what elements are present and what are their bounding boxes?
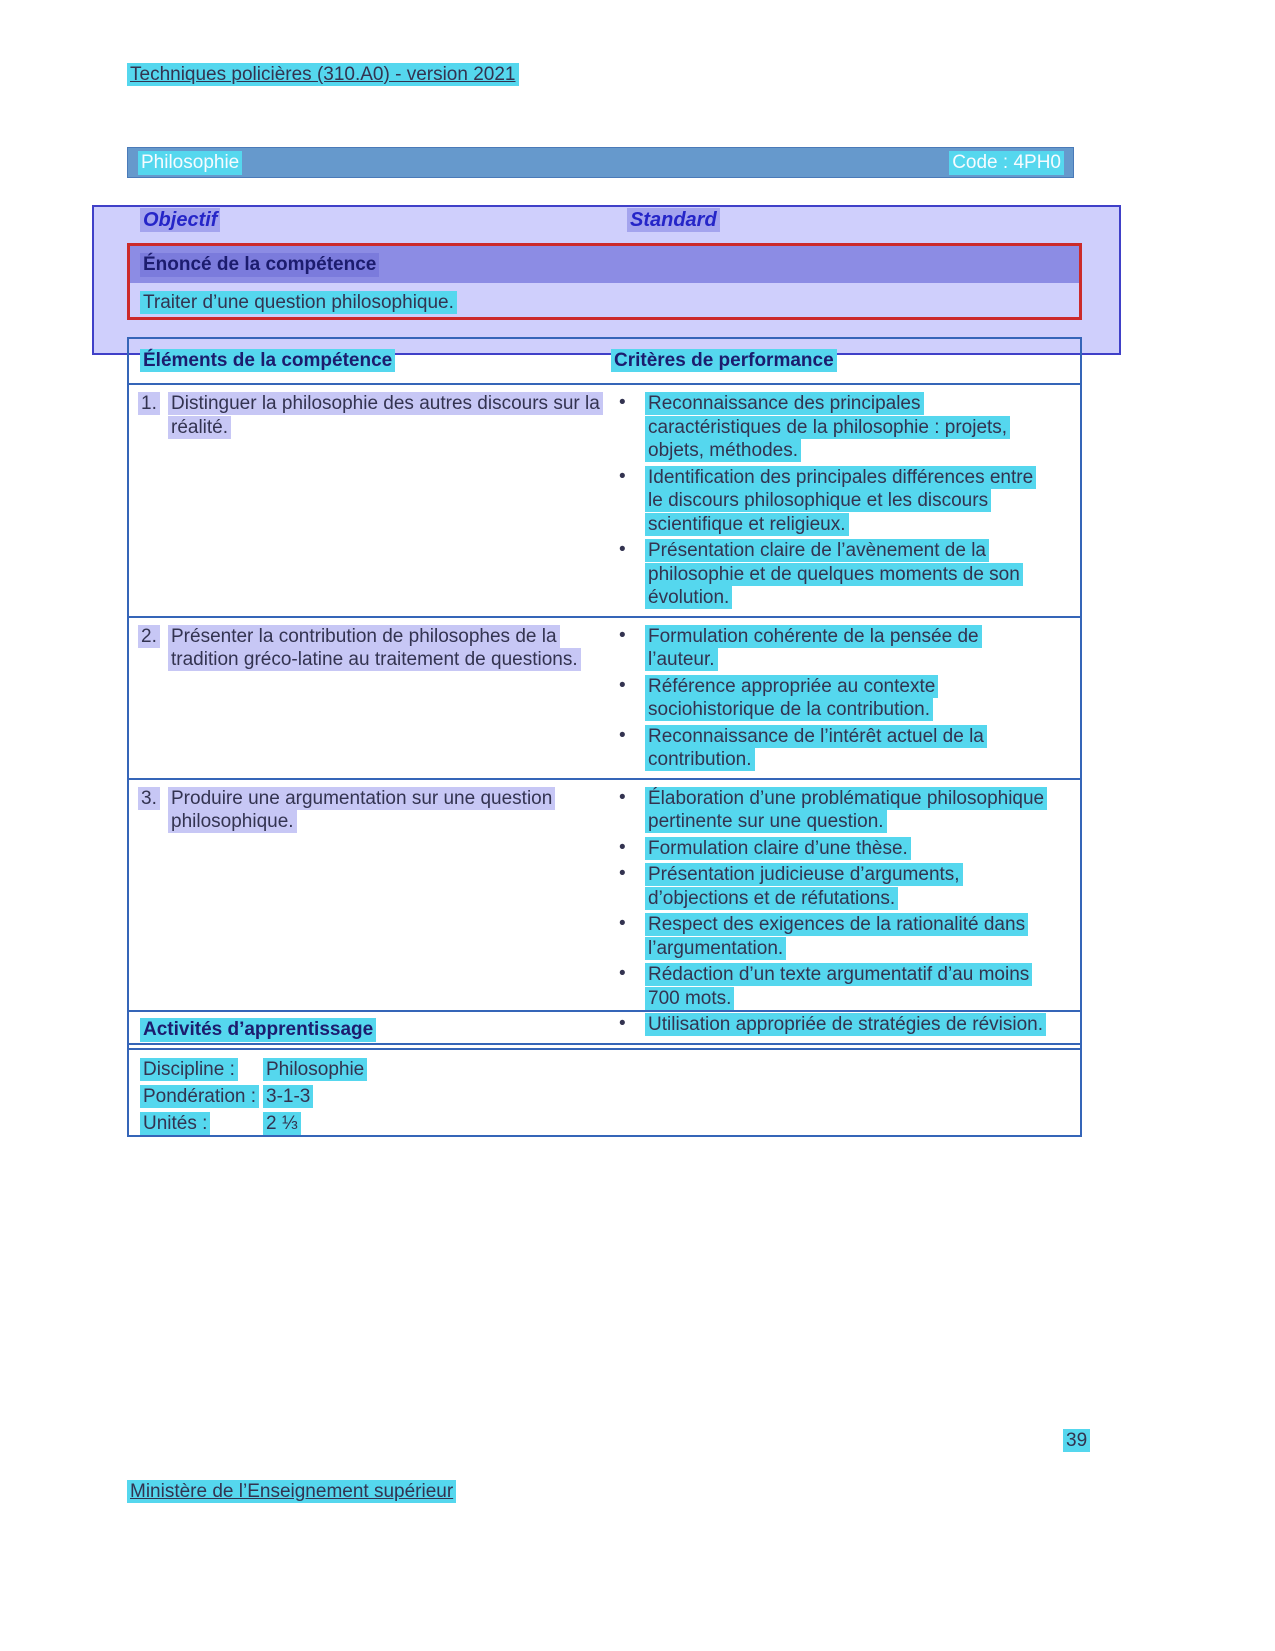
objectif-heading-text: Objectif [140, 208, 220, 232]
standard-heading-text: Standard [627, 208, 720, 232]
element-text-wrap [168, 787, 600, 834]
criteria-cell [600, 787, 1080, 1040]
criteria-item [619, 624, 1052, 672]
document-header [127, 64, 519, 86]
criteria-item [619, 786, 1052, 834]
competence-table-header [129, 339, 1080, 385]
criteria-item [619, 724, 1052, 772]
standard-heading [627, 209, 720, 232]
bullet-icon: • [619, 674, 626, 696]
criteria-text: Référence appropriée au contexte sociohistorique de la contribution. [645, 675, 938, 722]
criteria-text: Présentation claire de l’avènement de la philosophie et de quelques moments de son évolution. [645, 539, 1023, 609]
criteria-item [619, 913, 1052, 960]
ponderation-label: Pondération : [140, 1085, 259, 1108]
bullet-icon: • [619, 1013, 626, 1034]
criteria-item [619, 863, 1052, 910]
element-number: 2. [138, 625, 160, 648]
header-text: Techniques policières (310.A0) - version 2021 [127, 63, 519, 86]
competence-row [129, 385, 1080, 616]
elements-column-header [129, 350, 600, 372]
bullet-icon: • [619, 863, 626, 884]
activities-row-unites [140, 1110, 1080, 1137]
criteria-text: Utilisation appropriée de stratégies de révision. [645, 1013, 1046, 1036]
enonce-title: Énoncé de la compétence [140, 253, 379, 277]
criteria-text: Élaboration d’une problématique philosophique pertinente sur une question. [645, 787, 1047, 834]
criteria-item [619, 539, 1052, 610]
objectif-heading [140, 209, 220, 232]
course-title: Philosophie [138, 151, 242, 175]
discipline-label: Discipline : [140, 1058, 238, 1081]
enonce-competence-box [127, 243, 1082, 320]
criteria-text: Reconnaissance de l’intérêt actuel de la contribution. [645, 725, 987, 772]
element-number-slot [138, 625, 168, 649]
course-code: Code : 4PH0 [949, 151, 1064, 175]
bullet-icon: • [619, 465, 626, 487]
discipline-value: Philosophie [263, 1058, 367, 1081]
criteria-text: Présentation judicieuse d’arguments, d’objections et de réfutations. [645, 863, 963, 910]
activities-row-discipline [140, 1056, 1080, 1083]
competence-row [129, 616, 1080, 778]
element-cell [129, 625, 600, 775]
criteria-item [619, 392, 1052, 463]
competence-row [129, 778, 1080, 1043]
criteria-item [619, 465, 1052, 537]
title-bar [127, 147, 1074, 178]
criteria-text: Reconnaissance des principales caractéristiques de la philosophie : projets, objets, méthodes. [645, 392, 1010, 462]
bullet-icon: • [619, 836, 626, 858]
activities-title-row [129, 1012, 1080, 1050]
document-footer [127, 1481, 456, 1503]
bullet-icon: • [619, 624, 626, 646]
criteres-column-header-text: Critères de performance [611, 349, 837, 372]
bullet-icon: • [619, 539, 626, 560]
footer-text: Ministère de l’Enseignement supérieur [127, 1480, 456, 1503]
criteria-text: Formulation claire d’une thèse. [645, 837, 911, 860]
discipline-label-slot [140, 1056, 263, 1083]
element-cell [129, 392, 600, 613]
bullet-icon: • [619, 724, 626, 746]
ponderation-value: 3-1-3 [263, 1085, 313, 1108]
unites-label: Unités : [140, 1112, 210, 1135]
criteria-item [619, 674, 1052, 722]
element-text: Distinguer la philosophie des autres discours sur la réalité. [168, 392, 603, 439]
unites-label-slot [140, 1110, 263, 1137]
bullet-icon: • [619, 392, 626, 413]
activities-body [129, 1050, 1080, 1137]
criteria-text: Rédaction d’un texte argumentatif d’au moins 700 mots. [645, 963, 1032, 1010]
element-number: 1. [138, 392, 160, 415]
activities-row-ponderation [140, 1083, 1080, 1110]
element-cell [129, 787, 600, 1040]
competence-rows [129, 385, 1080, 1043]
element-text-wrap [168, 625, 600, 672]
element-number-slot [138, 787, 168, 811]
elements-column-header-text: Éléments de la compétence [140, 349, 395, 372]
ponderation-label-slot [140, 1083, 263, 1110]
element-number-slot [138, 392, 168, 416]
criteria-text: Formulation cohérente de la pensée de l’auteur. [645, 625, 982, 672]
criteres-column-header [600, 350, 1080, 372]
criteria-item [619, 963, 1052, 1010]
unites-value: 2 ⅓ [263, 1112, 301, 1135]
bullet-icon: • [619, 963, 626, 984]
element-text: Produire une argumentation sur une question philosophique. [168, 787, 555, 834]
element-text-wrap [168, 392, 600, 439]
enonce-text: Traiter d’une question philosophique. [140, 291, 457, 314]
enonce-header-band [130, 246, 1079, 283]
page-number [1063, 1430, 1090, 1452]
bullet-icon: • [619, 913, 626, 934]
enonce-body [130, 283, 1079, 314]
bullet-icon: • [619, 786, 626, 808]
objective-standard-box [92, 205, 1121, 355]
criteria-cell [600, 392, 1080, 613]
criteria-cell [600, 625, 1080, 775]
competence-table [127, 337, 1082, 1045]
criteria-text: Identification des principales différences entre le discours philosophique et les discours scientifique et religieux. [645, 466, 1036, 536]
activities-box [127, 1010, 1082, 1137]
criteria-text: Respect des exigences de la rationalité dans l’argumentation. [645, 913, 1028, 960]
page-number-text: 39 [1063, 1429, 1090, 1452]
activities-title: Activités d’apprentissage [140, 1018, 376, 1042]
element-number: 3. [138, 787, 160, 810]
element-text: Présenter la contribution de philosophes de la tradition gréco-latine au traitement de questions. [168, 625, 581, 672]
criteria-item [619, 836, 1052, 861]
